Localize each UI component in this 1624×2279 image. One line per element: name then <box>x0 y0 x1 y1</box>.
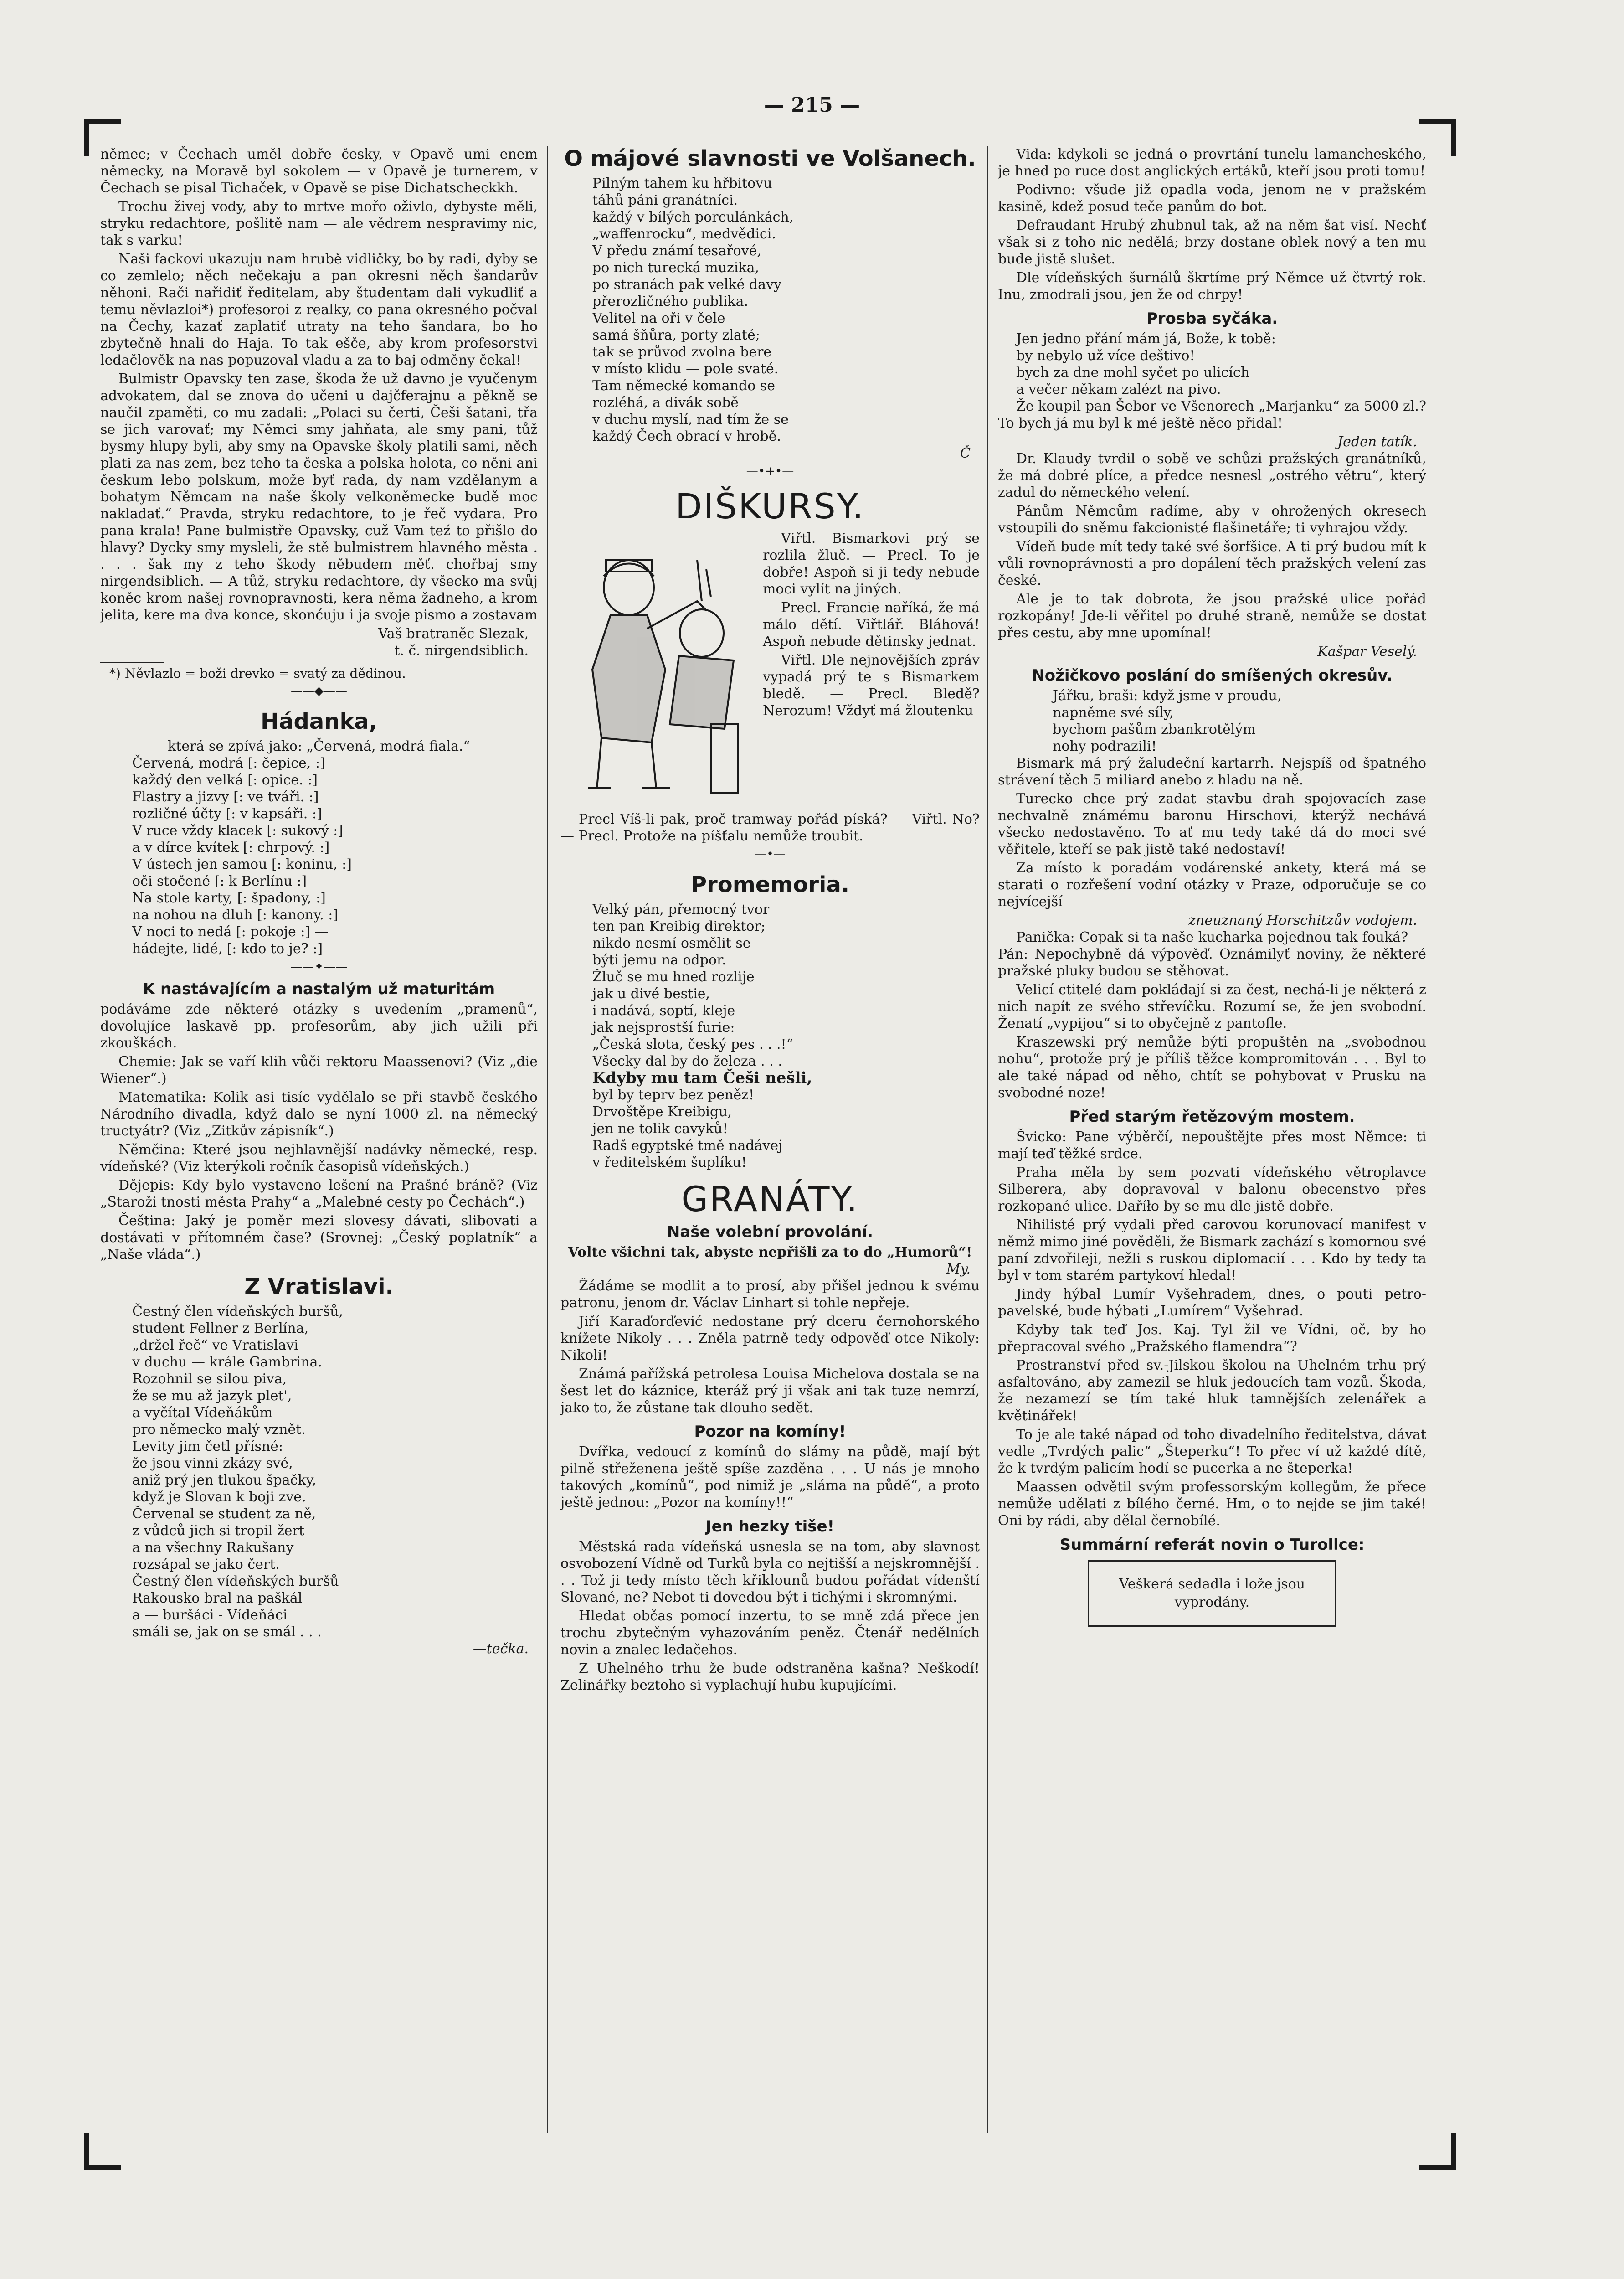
news-paragraph: To je ale také nápad od toho divadelního ředitelstva, dávat vedle „Tvrdých palic“ „Šteperku“! To přec ví už každé dítě, že k tvrdým palicím hodí se pucerka a ne šteperka! <box>998 1427 1426 1476</box>
letter-paragraph: němec; v Čechach uměl dobře česky, v Opavě umi enem německy, na Moravě byl sokolem — v Opavě je turnerem, v Čechach se pisal Tichaček, v Opavě se pise Dichatscheckkh. <box>100 146 538 196</box>
verse-line: Na stole karty, [: špadony, :] <box>132 890 326 906</box>
verse-line: když je Slovan k boji zve. <box>132 1489 306 1505</box>
signature: Jeden tatík. <box>1337 434 1417 450</box>
verse-line: jen ne tolik cavyků! <box>592 1121 728 1137</box>
verse-line: každý Čech obrací v hrobě. <box>592 428 781 444</box>
verse-line: táhů páni granátníci. <box>592 192 738 208</box>
dialogue-paragraph: Precl. Francie naříká, že má málo dětí. Viřtlář. Bláhová! Aspoň nebude dětinsky jednat. <box>763 600 980 650</box>
boxed-notice-line: vyprodány. <box>1174 1594 1250 1610</box>
divider <box>100 662 164 663</box>
poem-signature: Č <box>960 445 971 461</box>
verse-line: v duchu — krále Gambrina. <box>132 1354 322 1370</box>
verse-line: Červená, modrá [: čepice, :] <box>132 755 325 771</box>
verse-line: i nadává, soptí, kleje <box>592 1003 735 1019</box>
news-paragraph: Známá pařížská petrolesa Louisa Michelova dostala se na šest let do káznice, kteráž prý ji však ani tak tuze nemrzí, jako to, že zůstane tak dlouho sedět. <box>560 1366 980 1416</box>
verse-line: a v dírce kvítek [: chrpový. :] <box>132 840 330 856</box>
news-paragraph: Jindy hýbal Lumír Vyšehradem, dnes, o pouti petro-pavelské, bude hýbati „Lumírem“ Vyšehrad. <box>998 1286 1426 1319</box>
verse-line: jak u divé bestie, <box>592 986 710 1002</box>
subsection-title: Prosba syčáka. <box>1146 309 1278 328</box>
news-paragraph: Velicí ctitelé dam pokládají si za čest, nechá-li je některá z nich napít ze svého střevíčku. Rozumí se, že jen svobodní. Ženatí „vypijou“ si to obyčejně z pantofle. <box>998 982 1426 1031</box>
subsection-title: Nožičkovo poslání do smíšených okresův. <box>1032 666 1393 685</box>
news-paragraph: Švicko: Pane výběrčí, nepouštějte přes most Němce: ti mají teď těžké srdce. <box>998 1129 1426 1162</box>
dialogue-paragraph: Viřtl. Bismarkovi prý se rozlila žluč. — Precl. To je dobře! Aspoň si ji tedy nebude moci vylít na jiných. <box>763 531 980 597</box>
verse-line: rozléhá, a divák sobě <box>592 395 739 411</box>
column-right <box>998 146 1426 2151</box>
news-paragraph: Pánům Němcům radíme, aby v ohrožených okresech vstoupili do sněmu fakcionisté flašinetáře; ti vyhrajou vždy. <box>998 503 1426 536</box>
matura-item: Dějepis: Kdy bylo vystaveno lešení na Prašné bráně? (Viz „Staroži tnosti města Prahy“ a „Malebné cesty po Čechách“.) <box>100 1177 538 1210</box>
matura-intro: podáváme zde některé otázky s uvedením „pramenů“, dovolujíce laskavě pp. profesorům, aby jich užili při zkouškách. <box>100 1001 538 1051</box>
verse-line: každý den velká [: opice. :] <box>132 772 318 788</box>
verse-line: bych za dne mohl syčet po ulicích <box>1016 365 1250 381</box>
ornament-divider: —•— <box>755 847 786 861</box>
verse-line: rozličné účty [: v kapsáři. :] <box>132 806 322 822</box>
news-paragraph: Hledat občas pomocí inzertu, to se mně zdá přece jen trochu zbytečným vyhazováním peněz. Čtenář nedělních novin a znalec ledačehos. <box>560 1608 980 1658</box>
verse-line: Rozohnil se silou piva, <box>132 1371 287 1387</box>
poem-majove <box>560 175 980 445</box>
verse-line: nohy podrazili! <box>1053 738 1157 754</box>
verse-line: Rakousko bral na paškál <box>132 1590 303 1606</box>
column-left <box>100 146 538 2151</box>
verse-line: Radš egyptské tmě nadávej <box>592 1138 783 1154</box>
footnote: *) Něvlazlo = boži drevko = svatý za dědinou. <box>109 666 406 681</box>
verse-line: Pilným tahem ku hřbitovu <box>592 175 772 191</box>
letter-signature-place: t. č. nirgendsiblich. <box>394 643 529 659</box>
verse-line: Levity jim četl přísné: <box>132 1439 283 1454</box>
verse-line: po nich turecká muzika, <box>592 260 760 276</box>
verse-line: by nebylo už více deštivo! <box>1016 348 1195 364</box>
poem-vratislav <box>100 1303 538 1640</box>
news-paragraph: Praha měla by sem pozvati vídeňského větroplavce Silberera, aby dopravoval v balonu obecenstvo přes rozkopané ulice. Daříło by se mu dle jistě dobře. <box>998 1165 1426 1214</box>
verse-line: nikdo nesmí osmělit se <box>592 935 751 951</box>
news-paragraph: Panička: Copak si ta naše kucharka pojednou tak fouká? — Pán: Nepochybně dá výpověď. Oznámilyť noviny, že některé pražské pluky budou se stěhovat. <box>998 929 1426 979</box>
verse-line: Tam německé komando se <box>592 378 775 394</box>
verse-line: každý v bílých porculánkách, <box>592 209 794 225</box>
verse-line: bychom pašům zbankrotělým <box>1053 722 1256 737</box>
news-paragraph: Kdyby tak teď Jos. Kaj. Tyl žil ve Vídni, oč, by ho přepracoval svého „Pražského flamendra“? <box>998 1322 1426 1355</box>
verse-line: V předu známí tesařové, <box>592 243 761 259</box>
verse-line: přerozličného publika. <box>592 294 749 309</box>
letter-paragraph: Naši fackovi ukazuju nam hrubě vidličky, bo by radi, dyby se co zemlelo; něch nečekaju a pan okresni něch šandarův něhoni. Rači nařidiť ředitelam, aby študentam dali vykudliť a temu něvlazloi*) profesoroi z realky, co pana okresného počval na Čechy, kazať zaplatiť utraty na teho šandara, bo ho zbytečně hnali do Haja. To tak ešče, aby krom profesorstvi ledačlověk na nas popuzoval vladu a za to baj odměny čekal! <box>100 251 538 368</box>
verse-line: tak se průvod zvolna bere <box>592 344 772 360</box>
verse-line: Jářku, braši: když jsme v proudu, <box>1053 688 1282 704</box>
verse-line: V ústech jen samou [: koninu, :] <box>132 856 352 872</box>
section-title-diskursy: DIŠKURSY. <box>675 486 865 526</box>
verse-line: na nohou na dluh [: kanony. :] <box>132 907 339 923</box>
verse-line: hádejte, lidé, [: kdo to je? :] <box>132 941 323 957</box>
news-paragraph: Vida: kdykoli se jedná o provrtání tunelu lamancheského, je hned po ruce dost anglických ertáků, kteří jsou proti tomu! <box>998 146 1426 179</box>
news-paragraph: Za místo k poradám vodárenské ankety, která má se starati o rozřešení vodní otázky v Praze, odporučuje se co nejvícejší <box>998 860 1426 910</box>
verse-line: aniž prý jen tlukou špačky, <box>132 1472 317 1488</box>
verse-line: Červenal se student za ně, <box>132 1506 316 1522</box>
news-paragraph: Bismark má prý žaludeční kartarrh. Nejspíš od špatného strávení těch 5 miliard anebo z hladu na ně. <box>998 755 1426 788</box>
matura-item: Matematika: Kolik asi tisíc vydělalo se při stavbě českého Národního divadla, když dalo se nyní 1000 zl. na německý tructyátr? (Viz „Zitkův zápisník“.) <box>100 1089 538 1139</box>
news-paragraph: Defraudant Hrubý zhubnul tak, až na něm šat visí. Nechť však si z toho nic nedělá; brzy dostane oblek nový a ten mu bude jistě slušet. <box>998 217 1426 267</box>
dialogue-paragraph: Precl Víš-li pak, proč tramway pořád píská? — Viřtl. No? — Precl. Protože na píšťalu nemůže troubit. <box>560 811 980 844</box>
verse-line: „Česká slota, český pes . . .!“ <box>592 1036 793 1052</box>
section-title-vratislav: Z Vratislavi. <box>244 1274 394 1299</box>
verse-line: v duchu myslí, nad tím že se <box>592 412 789 428</box>
verse-line: Čestný člen vídeňských buršů, <box>132 1304 344 1320</box>
subsection-title: Před starým řetězovým mostem. <box>1069 1108 1355 1126</box>
verse-line: Všecky dal by do železa . . . <box>592 1053 782 1069</box>
boxed-notice <box>1088 1560 1336 1627</box>
matura-item: Čeština: Jaký je poměr mezi slovesy dávati, slibovati a dostávati v přítomném čase? (Srovnej: „Český poplatník“ a „Naše vláda“.) <box>100 1213 538 1263</box>
verse-line: Flastry a jizvy [: ve tváři. :] <box>132 789 319 805</box>
verse-line: býti jemu na odpor. <box>592 952 726 968</box>
cartoon-illustration <box>560 533 752 806</box>
poem-signature: —tečka. <box>473 1641 529 1657</box>
news-paragraph: Podivno: všude již opadla voda, jenom ne v pražském kasině, kdež posud teče panům do bot. <box>998 182 1426 215</box>
news-paragraph: Dle vídeňských šurnálů škrtíme prý Němce už čtvrtý rok. Inu, zmodrali jsou, jen že od chrpy! <box>998 270 1426 303</box>
dialogue-paragraph: Viřtl. Dle nejnovějších zpráv vypadá prý te s Bismarkem bledě. — Precl. Bledě? Nerozum! Vždyť má žloutenku <box>763 652 980 719</box>
section-subtitle: která se zpívá jako: „Červená, modrá fiala.“ <box>168 738 470 754</box>
news-paragraph: Maassen odvětil svým professorským kollegům, že přece nemůže udělati z bílého černé. Hm, o to nejde se jim také! Oni by rádi, aby dělal černobílé. <box>998 1479 1426 1529</box>
signature: Kašpar Veselý. <box>1317 644 1417 660</box>
news-paragraph: Městská rada vídeňská usnesla se na tom, aby slavnost osvobození Vídně od Turků byla co nejtišší a nejskromnější . . . Tož ji tedy místo těch křiklounů budou pořádat vídenští Slované, ne? Nebot ti dovedou být i tichými i skromnými. <box>560 1539 980 1605</box>
section-title-majove: O májové slavnosti ve Volšanech. <box>564 146 976 171</box>
ornament-divider: —•+•— <box>746 464 794 478</box>
verse-line: Čestný člen vídeňských buršů <box>132 1573 339 1589</box>
verse-line: ten pan Kreibig direktor; <box>592 918 766 934</box>
column-rule-2 <box>987 146 988 2133</box>
verse-line: oči stočené [: k Berlínu :] <box>132 873 307 889</box>
verse-line: jak nejsprostší furie: <box>592 1020 735 1036</box>
subsection-title: Summární referát novin o Turollce: <box>1059 1536 1365 1554</box>
verse-line: z vůdců jich si tropil žert <box>132 1523 304 1539</box>
verse-line: že se mu až jazyk plet', <box>132 1388 292 1404</box>
verse-line: v ředitelském šuplíku! <box>592 1155 747 1170</box>
matura-item: Němčina: Které jsou nejhlavnější nadávky německé, resp. vídeňské? (Viz kterýkoli ročník časopisů vídeňských.) <box>100 1142 538 1175</box>
subsection-title: Pozor na komíny! <box>694 1423 846 1441</box>
verse-line: a vyčítal Vídeňákům <box>132 1405 273 1421</box>
verse-line: rozsápal se jako čert. <box>132 1557 280 1573</box>
letter-signature: Vaš bratraněc Slezak, <box>378 626 529 642</box>
ornament-divider: ——◆—— <box>291 684 347 698</box>
subsection-title: Naše volební provolání. <box>667 1223 874 1241</box>
news-paragraph: Dr. Klaudy tvrdil o sobě ve schůzi pražských granátníků, že má dobré plíce, a předce nesnesl „ostrého větru“, který zadul do německého velení. <box>998 451 1426 500</box>
column-middle <box>560 146 980 2151</box>
verse-line: byl by teprv bez peněz! <box>592 1087 755 1103</box>
column-rule-1 <box>547 146 548 2133</box>
poem-hadanka <box>100 755 538 957</box>
news-paragraph: Vídeň bude mít tedy také své šorfšice. A ti prý budou mít k vůli rovnoprávnosti a pro dopálení těch pražských velení zas české. <box>998 539 1426 588</box>
section-title-hadanka: Hádanka, <box>260 709 378 734</box>
subsection-signature: My. <box>946 1261 971 1277</box>
verse-line: Kdyby mu tam Češi nešli, <box>592 1069 812 1087</box>
verse-line: Žluč se mu hned rozlije <box>592 969 755 985</box>
news-paragraph: Kraszewski prý nemůže býti propuštěn na „svobodnou nohu“, protože prý je příliš těžce kompromitován . . . Byl to ale také nápad od něho, chtít se pohybovat v Prusku na svobodné noze! <box>998 1034 1426 1101</box>
verse-line: samá šňůra, porty zlaté; <box>592 327 760 343</box>
news-paragraph: Že koupil pan Šebor ve Všenorech „Marjanku“ za 5000 zl.? To bych já mu byl k mé ještě něco přidal! <box>998 398 1426 431</box>
news-paragraph: Dvířka, vedoucí z komínů do slámy na půdě, mají být pilně střeženena ještě spíše zazděna . . . U nás je mnoho takových „komínů“, pod nimiž je „sláma na půdě“, a proto ještě jednou: „Pozor na komíny!!“ <box>560 1444 980 1511</box>
verse-line: V noci to nedá [: pokoje :] — <box>132 924 329 940</box>
verse-line: že jsou vinni zkázy své, <box>132 1455 293 1471</box>
news-paragraph: Nihilisté prý vydali před carovou korunovací manifest v němž mimo jiné pověděli, že Bismark zachází s komornou své paní zdvořileji, nežli s ruskou diplomacií . . . Kdo by tedy ta byl v tom starém partykoví hledal! <box>998 1217 1426 1284</box>
verse-line: a na všechny Rakušany <box>132 1540 294 1556</box>
verse-line: po stranách pak velké davy <box>592 277 781 293</box>
poem-nozicka <box>998 687 1426 755</box>
verse-line: „waffenrocku“, medvědici. <box>592 226 776 242</box>
news-paragraph: Prostranství před sv.-Jilskou školou na Uhelném trhu prý asfaltováno, aby zamezil se hluk jedoucích tam vozů. Škoda, že nezamezí se tím také hluk tamnějších zelenářek a květinářek! <box>998 1357 1426 1424</box>
verse-line: napněme své síly, <box>1053 705 1174 721</box>
news-paragraph: Z Uhelného trhu že bude odstraněna kašna? Neškodí! Zelinářky beztoho si vyplachují hubu kupujícími. <box>560 1660 980 1693</box>
verse-line: Jen jedno přání mám já, Bože, k tobě: <box>1016 331 1276 347</box>
news-paragraph: Jiří Karaďorďević nedostane prý dceru černohorského knížete Nikoly . . . Zněla patrně tedy odpověď otce Nikoly: Nikoli! <box>560 1314 980 1363</box>
verse-line: student Fellner z Berlína, <box>132 1320 309 1336</box>
verse-line: V ruce vždy klacek [: sukový :] <box>132 823 343 839</box>
section-title-promemoria: Promemoria. <box>690 872 850 897</box>
verse-line: Velitel na oři v čele <box>592 310 725 326</box>
verse-line: Drvoštěpe Kreibigu, <box>592 1104 732 1120</box>
subsection-subtitle: Volte všichni tak, abyste nepřišli za to do „Humorů“! <box>568 1244 972 1260</box>
verse-line: „držel řeč“ ve Vratislavi <box>132 1337 298 1353</box>
letter-paragraph: Bulmistr Opavsky ten zase, škoda že už davno je vyučenym advokatem, dal se znova do učeni u dajčferajnu a pěkně se naučil zpaměti, co mu zadali: „Polaci su čerti, Češi šatani, třa se jich varovať; my Němci smy jahňata, ale smy pani, tůž bysmy hlupy byli, aby smy na Opavske školy platili sami, něch plati za nas zem, bez teho ta česka a polska holota, co něni ani českum lebo polskum, može byť rada, dy nam vzdělanym a bohatym Němcam na naše školy velkoněmecke budě moc nakladať.“ Pravda, stryku redachtore, to je řeč vydara. Pro pana krala! Pane bulmistře Opavsky, cuž Vam teź to přišlo do hlavy? Dycky smy mysleli, že stě bulmistrem hlavného města . . . . šak my z teho škody něbudem měť. chořbaj smy nirgendsiblich. — A tůž, stryku redachtore, dy všecko ma svůj koněc krom našej rovnopravnosti, kera něma žadneho, a krom jelita, kere ma dva konce, skonćuju i ja svoje pismo a zostavam <box>100 371 538 623</box>
page-number: — 215 — <box>764 93 860 117</box>
ornament-divider: ——✦—— <box>290 960 348 974</box>
verse-line: a večer někam zalézt na pivo. <box>1016 382 1221 397</box>
poem-promemoria <box>560 901 980 1171</box>
verse-line: Velký pán, přemocný tvor <box>592 902 770 918</box>
section-title-granaty: GRANÁTY. <box>681 1179 859 1219</box>
news-paragraph: Ale je to tak dobrota, že jsou pražské ulice pořád rozkopány! Jde-li věřitel po druhé straně, nemůže se dostat přes cestu, aby mne upomínal! <box>998 591 1426 641</box>
signature: zneuznaný Horschitzův vodojem. <box>1188 913 1417 928</box>
news-paragraph: Turecko chce prý zadat stavbu drah spojovacích zase nechvalně známému baronu Hirschovi, kterýž nechává všecko nedostavěno. To ať mu tedy také dá do moci své věřitele, kteří se pak jistě také nedostaví! <box>998 791 1426 857</box>
verse-line: a — buršáci - Vídeňáci <box>132 1607 288 1623</box>
subsection-title: Jen hezky tiše! <box>705 1517 835 1536</box>
matura-item: Chemie: Jak se vaří klih vůči rektoru Maassenovi? (Viz „die Wiener“.) <box>100 1054 538 1087</box>
verse-line: smáli se, jak on se smál . . . <box>132 1624 322 1640</box>
section-title-matura: K nastávajícím a nastalým už maturitám <box>143 980 495 998</box>
verse-line: v místo klidu — pole svaté. <box>592 361 779 377</box>
verse-line: pro německo malý vznět. <box>132 1422 306 1438</box>
news-paragraph: Žádáme se modlit a to prosí, aby přišel jednou k svému patronu, jenom dr. Václav Linhart si tohle nepřeje. <box>560 1278 980 1311</box>
poem-prosba <box>998 330 1426 398</box>
boxed-notice-line: Veškerá sedadla i lože jsou <box>1119 1576 1305 1592</box>
letter-paragraph: Trochu živej vody, aby to mrtve mořo oživlo, dybyste měli, stryku redachtore, pošlitě nam — ale vědrem nespravimy nic, tak s varku! <box>100 199 538 248</box>
